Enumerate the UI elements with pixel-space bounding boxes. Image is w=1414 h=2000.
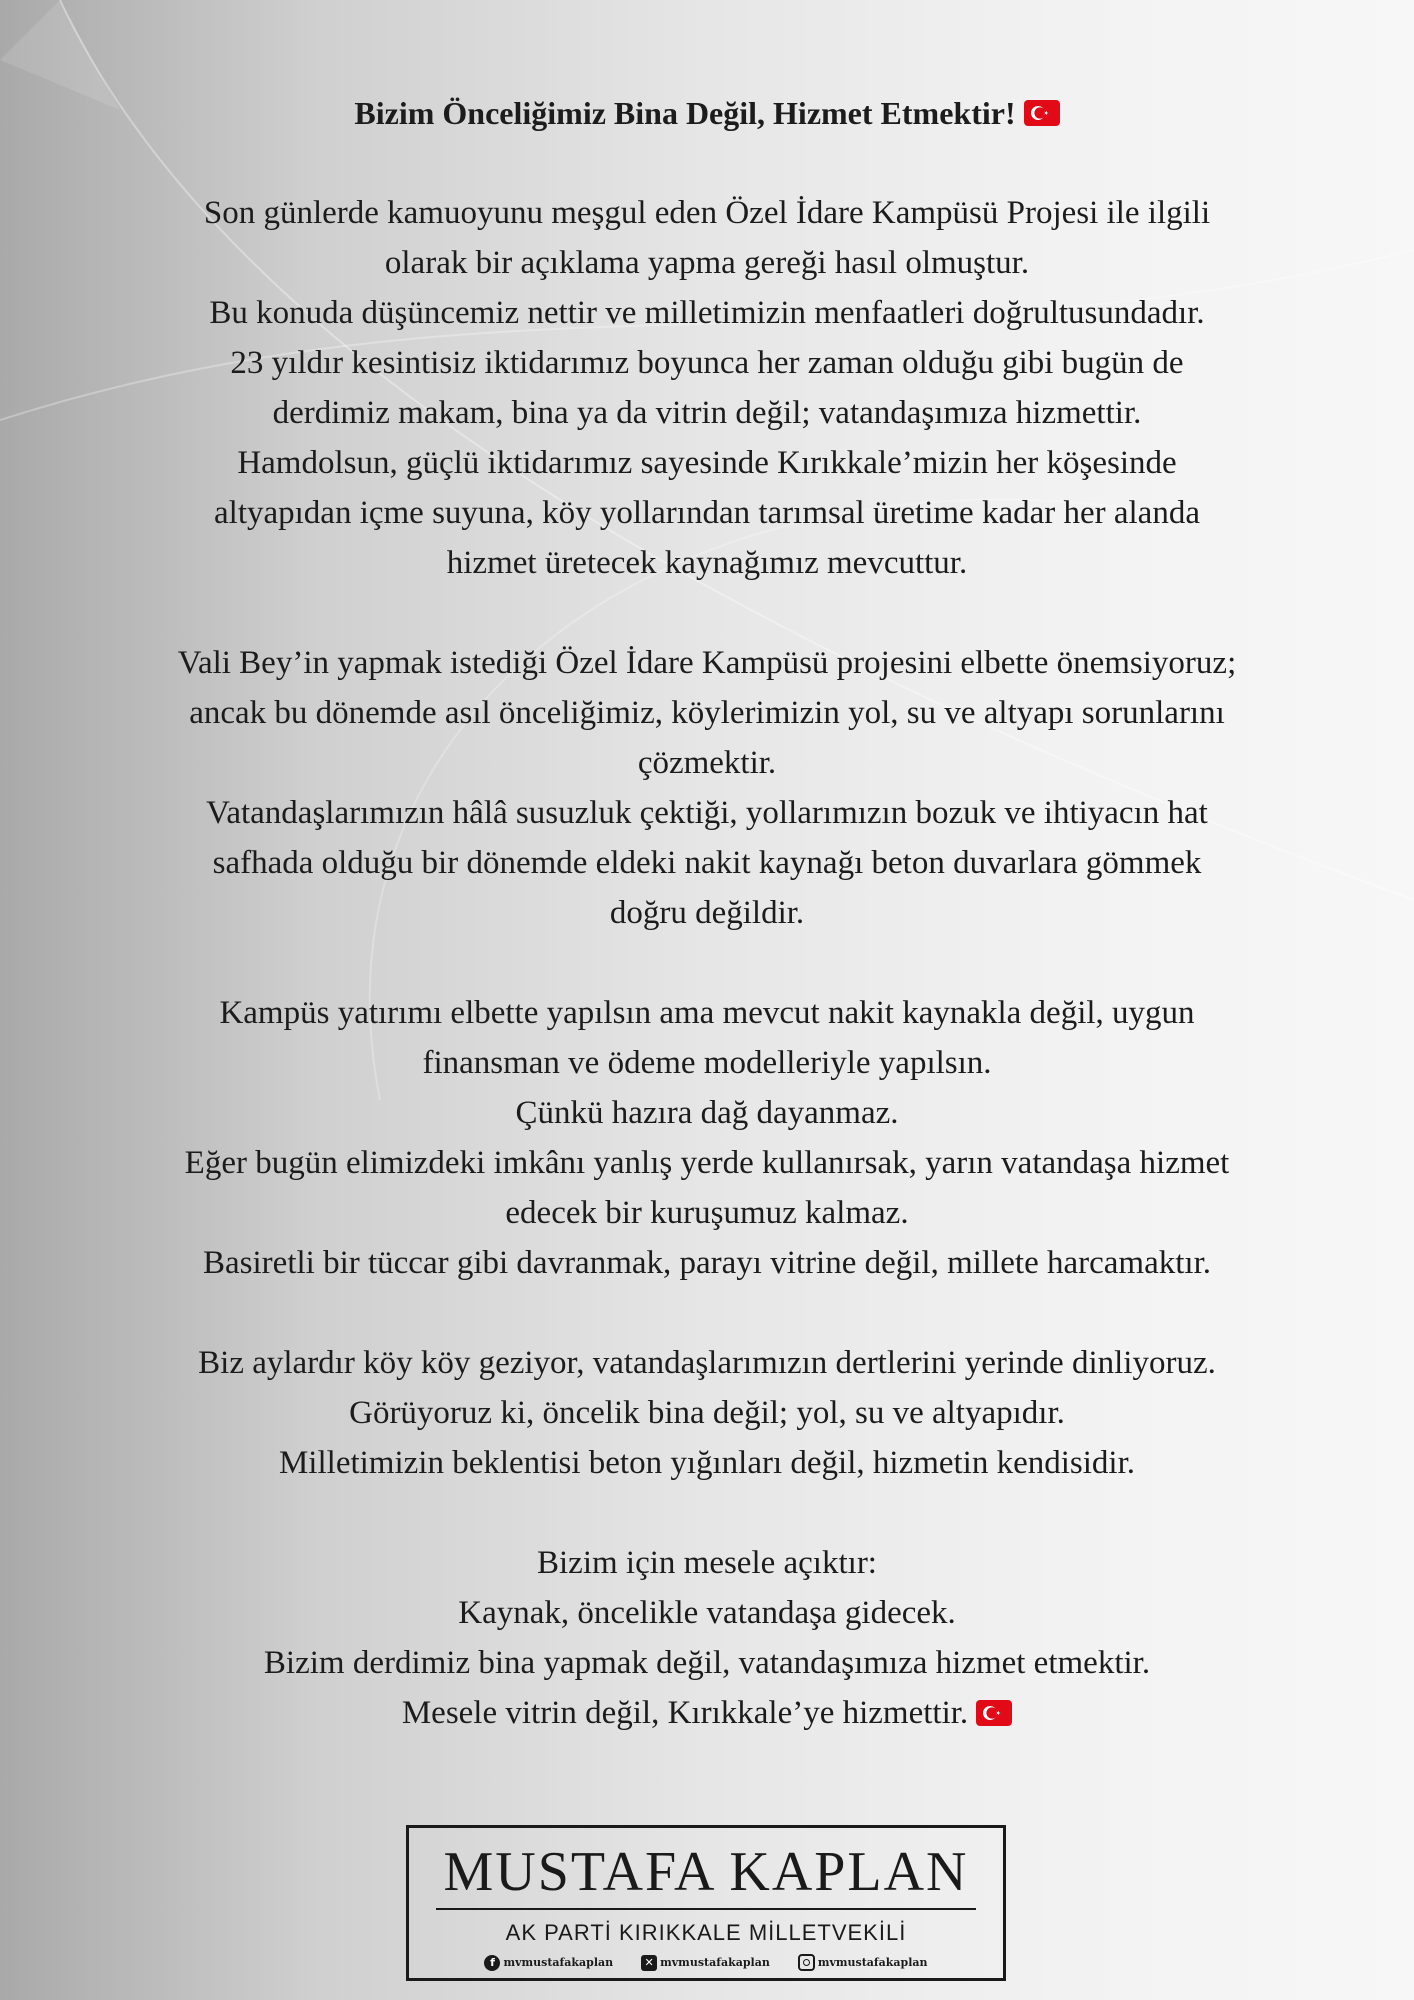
signature-role: AK PARTİ KIRIKKALE MİLLETVEKİLİ <box>505 1920 907 1945</box>
social-links <box>409 1954 1003 1971</box>
text-line: çözmektir. <box>637 745 777 781</box>
signature-name: MUSTAFA KAPLAN <box>443 1841 969 1903</box>
paragraph-5 <box>40 1538 1374 1738</box>
text-line: Bizim derdimiz bina yapmak değil, vatandaşımıza hizmet etmektir. <box>263 1645 1151 1681</box>
closing-text: Mesele vitrin değil, Kırıkkale’ye hizmettir. <box>401 1695 969 1731</box>
text-line: olarak bir açıklama yapma gereği hasıl olmuştur. <box>384 245 1030 281</box>
text-line: doğru değildir. <box>609 895 805 931</box>
text-line: hizmet üretecek kaynağımız mevcuttur. <box>446 545 968 581</box>
paragraph-4 <box>40 1338 1374 1488</box>
text-line: edecek bir kuruşumuz kalmaz. <box>505 1195 909 1231</box>
text-line: Hamdolsun, güçlü iktidarımız sayesinde Kırıkkale’mizin her köşesinde <box>237 445 1177 481</box>
paragraph-2 <box>40 638 1374 938</box>
text-line: Kampüs yatırımı elbette yapılsın ama mevcut nakit kaynakla değil, uygun <box>219 995 1195 1031</box>
facebook-icon: f <box>484 1955 500 1971</box>
social-instagram[interactable] <box>798 1954 928 1971</box>
text-line: Eğer bugün elimizdeki imkânı yanlış yerde kullanırsak, yarın vatandaşa hizmet <box>184 1145 1230 1181</box>
x-icon: ✕ <box>641 1955 657 1971</box>
text-line: Biz aylardır köy köy geziyor, vatandaşlarımızın dertlerini yerinde dinliyoruz. <box>198 1345 1216 1381</box>
social-handle: mvmustafakaplan <box>503 1956 614 1969</box>
text-line: derdimiz makam, bina ya da vitrin değil; vatandaşımıza hizmettir. <box>272 395 1142 431</box>
text-line: Görüyoruz ki, öncelik bina değil; yol, su ve altyapıdır. <box>349 1395 1065 1431</box>
text-line: finansman ve ödeme modelleriyle yapılsın. <box>422 1045 992 1081</box>
text-line: Bizim için mesele açıktır: <box>537 1545 877 1581</box>
text-line: Son günlerde kamuoyunu meşgul eden Özel İdare Kampüsü Projesi ile ilgili <box>203 195 1211 231</box>
title-text: Bizim Önceliğimiz Bina Değil, Hizmet Etmektir! <box>354 95 1016 131</box>
statement-title <box>40 88 1374 138</box>
social-facebook[interactable] <box>484 1954 613 1971</box>
text-line: Basiretli bir tüccar gibi davranmak, parayı vitrine değil, millete harcamaktır. <box>203 1245 1211 1281</box>
text-line: Bu konuda düşüncemiz nettir ve milletimizin menfaatleri doğrultusundadır. <box>209 295 1205 331</box>
signature-divider <box>436 1908 976 1910</box>
social-handle: mvmustafakaplan <box>660 1956 770 1969</box>
text-line: Vatandaşlarımızın hâlâ susuzluk çektiği, yollarımızın bozuk ve ihtiyacın hat <box>206 795 1208 831</box>
text-line: Kaynak, öncelikle vatandaşa gidecek. <box>458 1595 956 1631</box>
social-handle: mvmustafakaplan <box>817 1956 928 1969</box>
text-line: Vali Bey’in yapmak istediği Özel İdare Kampüsü projesini elbette önemsiyoruz; <box>177 645 1237 681</box>
closing-line <box>40 1688 1374 1738</box>
paragraph-3 <box>40 988 1374 1288</box>
turkish-flag-icon <box>976 1700 1012 1726</box>
text-line: 23 yıldır kesintisiz iktidarımız boyunca her zaman olduğu gibi bugün de <box>230 345 1184 381</box>
statement-body <box>40 88 1374 1788</box>
text-line: Çünkü hazıra dağ dayanmaz. <box>515 1095 899 1131</box>
text-line: Milletimizin beklentisi beton yığınları değil, hizmetin kendisidir. <box>278 1445 1136 1481</box>
instagram-icon <box>798 1954 815 1971</box>
paragraph-1 <box>40 188 1374 588</box>
text-line: ancak bu dönemde asıl önceliğimiz, köylerimizin yol, su ve altyapı sorunlarını <box>189 695 1225 731</box>
signature-box <box>406 1825 1006 1981</box>
social-x[interactable] <box>641 1954 770 1971</box>
turkish-flag-icon <box>1024 100 1060 126</box>
text-line: altyapıdan içme suyuna, köy yollarından tarımsal üretime kadar her alanda <box>214 495 1200 531</box>
text-line: safhada olduğu bir dönemde eldeki nakit kaynağı beton duvarlara gömmek <box>212 845 1202 881</box>
